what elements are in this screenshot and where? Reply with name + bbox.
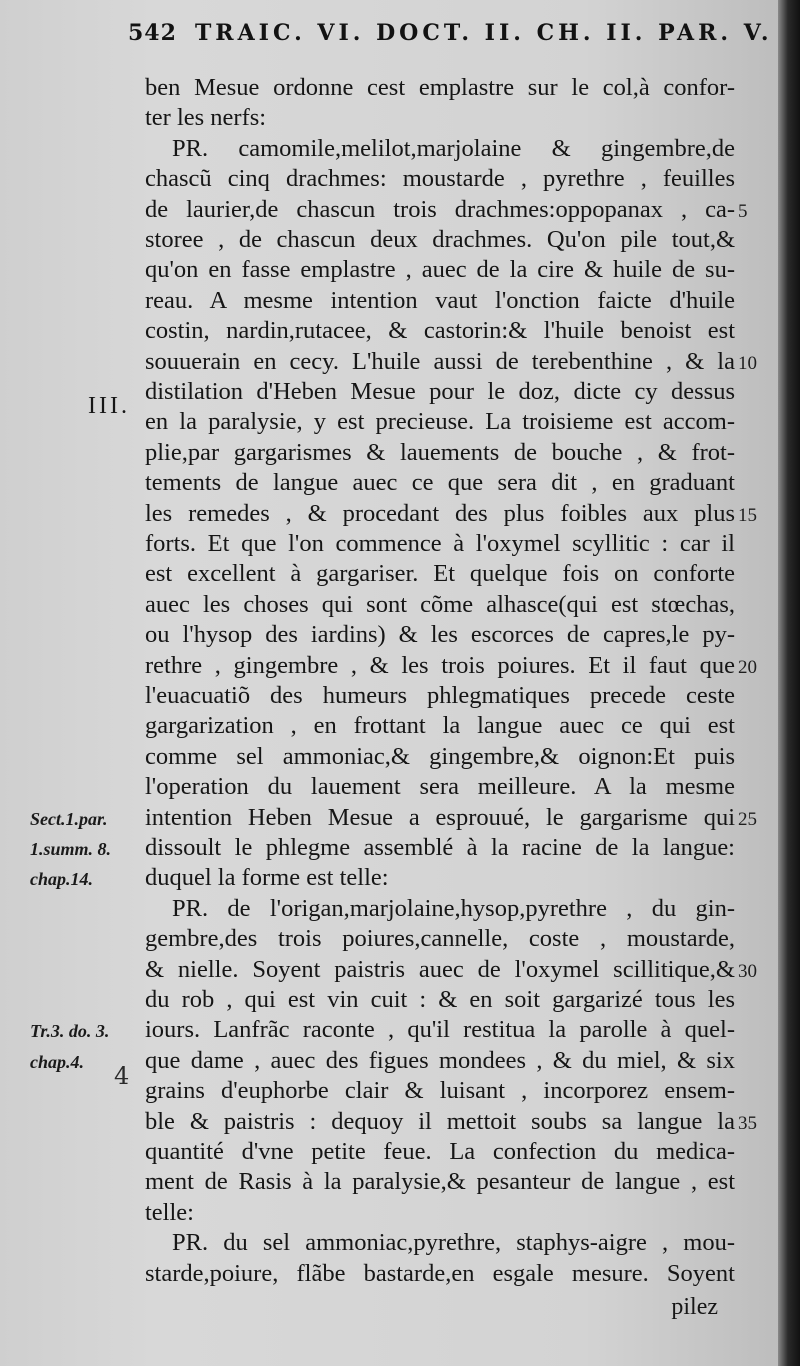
text-line: costin, nardin,rutacee, & castorin:& l'huile benoist est <box>145 317 735 345</box>
running-head-title: TRAIC. VI. DOCT. II. CH. II. PAR. V. <box>194 20 773 46</box>
line-number: 5 <box>738 200 748 222</box>
text-line: PR. du sel ammoniac,pyrethre, staphys-aigre , mou- <box>172 1229 735 1257</box>
text-line: que dame , auec des figues mondees , & du miel, & six <box>145 1046 735 1074</box>
text-line: gembre,des trois poiures,cannelle, coste , moustarde, <box>145 925 735 953</box>
margin-note: 1.summ. 8. <box>30 839 112 859</box>
text-line: l'euacuatiõ des humeurs phlegmatiques precede ceste <box>145 682 735 709</box>
margin-note: chap.14. <box>30 869 93 890</box>
running-header <box>128 20 773 56</box>
text-line: chascũ cinq drachmes: moustarde , pyrethre , feuilles <box>145 165 735 193</box>
catchword: pilez <box>671 1294 718 1320</box>
text-line: plie,par gargarismes & lauements de bouche , & frot- <box>145 438 735 466</box>
text-line: ment de Rasis à la paralysie,& pesanteur de langue , est <box>145 1168 735 1196</box>
page-number: 542 <box>128 20 177 46</box>
handwritten-mark: 4 <box>114 1062 130 1090</box>
page-binding-edge <box>778 0 800 1366</box>
text-line: telle: <box>145 1198 194 1226</box>
text-line: quantité d'vne petite feue. La confection du medica- <box>145 1138 735 1165</box>
text-line: en la paralysie, y est precieuse. La troisieme est accom- <box>145 408 735 436</box>
text-line: souuerain en cecy. L'huile aussi de terebenthine , & la <box>145 347 735 375</box>
text-line: est excellent à gargariser. Et quelque fois on conforte <box>145 560 735 588</box>
text-line: ou l'hysop des iardins) & les escorces de capres,le py- <box>145 621 735 649</box>
text-line: comme sel ammoniac,& gingembre,& oignon:Et puis <box>145 742 735 770</box>
text-line: rethre , gingembre , & les trois poiures. Et il faut que <box>145 651 735 679</box>
text-line: starde,poiure, flãbe bastarde,en esgale mesure. Soyent <box>145 1259 735 1287</box>
margin-note: Tr.3. do. 3. <box>30 1021 110 1042</box>
text-line: ter les nerfs: <box>145 104 267 132</box>
margin-note: Sect.1.par. <box>30 808 108 829</box>
line-number: 10 <box>738 352 757 374</box>
text-line: auec les choses qui sont cõme alhasce(qui est stœchas, <box>145 590 735 618</box>
text-line: ben Mesue ordonne cest emplastre sur le col,à confor- <box>145 74 735 101</box>
text-line: tements de langue auec ce que sera dit , en graduant <box>145 469 735 497</box>
line-number: 25 <box>738 808 757 830</box>
section-marker-roman-three: III. <box>88 393 130 419</box>
text-line: l'operation du lauement sera meilleure. A la mesme <box>145 773 735 801</box>
line-number: 30 <box>738 960 757 982</box>
text-line: dissoult le phlegme assemblé à la racine de la langue: <box>145 834 735 861</box>
text-line: PR. de l'origan,marjolaine,hysop,pyrethre , du gin- <box>172 894 735 922</box>
margin-note: chap.4. <box>30 1051 84 1072</box>
text-line: de laurier,de chascun trois drachmes:oppopanax , ca- <box>145 195 735 223</box>
text-line: gargarization , en frottant la langue auec ce qui est <box>145 712 735 740</box>
text-line: forts. Et que l'on commence à l'oxymel scyllitic : car il <box>145 530 735 557</box>
text-line: PR. camomile,melilot,marjolaine & gingembre,de <box>172 134 735 162</box>
text-line: & nielle. Soyent paistris auec de l'oxymel scillitique,& <box>145 955 735 983</box>
text-line: grains d'euphorbe clair & luisant , incorporez ensem- <box>145 1077 735 1105</box>
text-line: intention Heben Mesue a esprouué, le gargarisme qui <box>145 803 735 831</box>
text-line: du rob , qui est vin cuit : & en soit gargarizé tous les <box>145 986 735 1013</box>
text-line: reau. A mesme intention vaut l'onction faicte d'huile <box>145 286 735 314</box>
line-number: 35 <box>738 1112 757 1134</box>
text-line: distilation d'Heben Mesue pour le doz, dicte cy dessus <box>145 378 735 405</box>
text-line: storee , de chascun deux drachmes. Qu'on pile tout,& <box>145 226 735 253</box>
line-number: 20 <box>738 656 757 678</box>
text-line: duquel la forme est telle: <box>145 864 389 892</box>
text-line: iours. Lanfrãc raconte , qu'il restitua la parolle à quel- <box>145 1016 735 1044</box>
text-line: ble & paistris : dequoy il mettoit soubs sa langue la <box>145 1107 735 1135</box>
text-line: les remedes , & procedant des plus foibles aux plus <box>145 499 735 527</box>
line-number: 15 <box>738 504 757 526</box>
text-line: qu'on en fasse emplastre , auec de la cire & huile de su- <box>145 256 735 284</box>
